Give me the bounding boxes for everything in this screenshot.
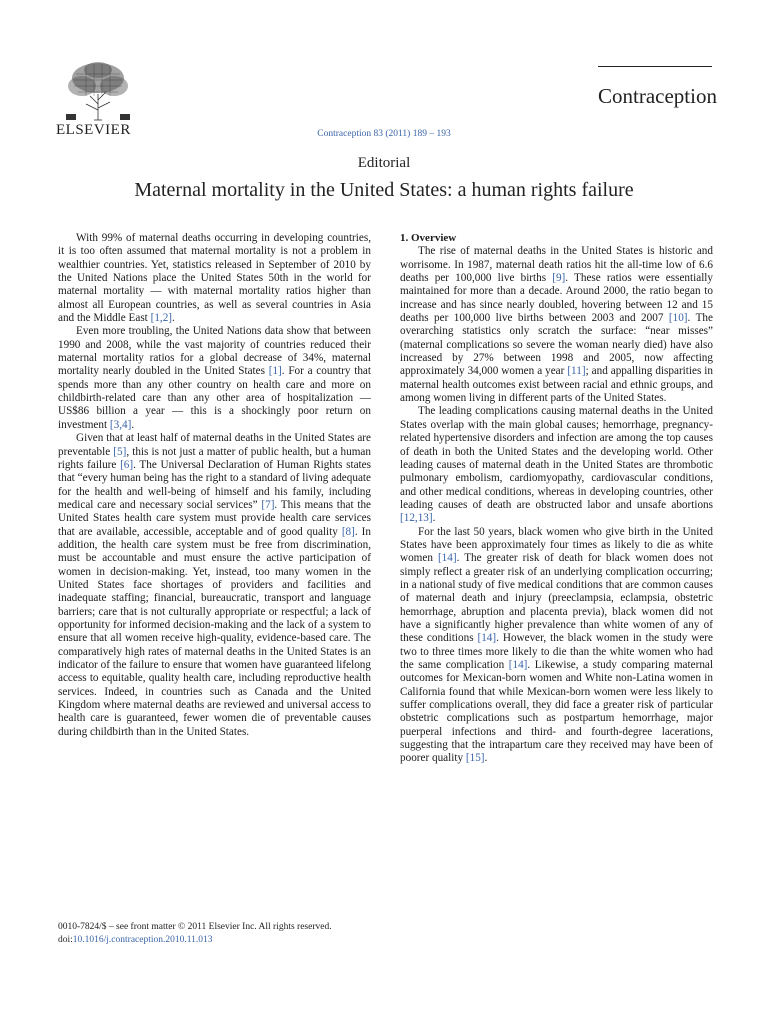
paragraph-text: With 99% of maternal deaths occurring in developing countries, it is too often assumed that maternal mortality is not a problem in wealthier countries. Yet, statistics released in September of 2010 by the United Nations place the United States 50th in the world for maternal mortality — with maternal mortality ratios higher than almost all European countries, as well as several countries in Asia and the Middle East — [58, 232, 371, 325]
citation-link[interactable]: [11] — [567, 365, 586, 378]
doi-link[interactable]: 10.1016/j.contraception.2010.11.013 — [72, 935, 213, 945]
paragraph-text: . However, the black women in the study were two to three times more likely to die than the white women who had the same complication — [400, 632, 713, 671]
right-column — [400, 232, 713, 766]
paragraph-text: Given that at least half of maternal deaths in the United States are preventable — [58, 432, 371, 458]
copyright-notice: 0010-7824/$ – see front matter © 2011 Elsevier Inc. All rights reserved. — [58, 922, 332, 932]
paragraph-text: For the last 50 years, black women who give birth in the United States have been approximately four times as likely to die as white women — [400, 525, 713, 565]
paragraph-text: . The overarching statistics only scratch the surface: “near misses” (maternal complications so severe the woman nearly died) have also increased by 27% between 1998 and 2005, now affecting approximately 34,000 women a year — [400, 312, 713, 378]
paragraph-text: . These ratios were essentially maintained for more than a decade. Around 2000, the ratio began to increase and has since nearly doubled, hovering between 12 and 15 deaths per 100,000 live births between 2003 and 2007 — [400, 272, 714, 325]
citation-link[interactable]: [3,4] — [109, 418, 132, 431]
citation-link[interactable]: [10] — [668, 312, 688, 325]
section-type: Editorial — [357, 155, 411, 171]
paragraph-text: . This means that the United States health care system must provide health care services that are available, accessible, acceptable and of good quality — [58, 498, 371, 538]
journal-rule — [598, 66, 712, 67]
paragraph — [400, 245, 713, 405]
doi-prefix: doi: — [58, 935, 73, 945]
citation-link[interactable]: [14] — [437, 552, 457, 565]
paragraph-text: , this is not just a matter of public health, but a human rights failure — [58, 445, 371, 471]
article-title: Maternal mortality in the United States: a human rights failure — [134, 179, 634, 201]
paragraph — [58, 432, 371, 739]
paragraph-text: . The Universal Declaration of Human Rights states that “every human being has the right to a standard of living adequate for the health and well-being of himself and his family, including medical care and necessary social services” — [58, 458, 371, 511]
doi-line — [58, 934, 332, 947]
paragraph — [58, 325, 371, 432]
paragraph-text: . — [432, 512, 436, 525]
citation-link[interactable]: [5] — [113, 445, 127, 458]
citation-link[interactable]: [14] — [508, 659, 528, 671]
citation-link[interactable]: [9] — [552, 272, 566, 285]
paragraph — [400, 405, 713, 525]
citation-link[interactable]: [6] — [120, 458, 134, 471]
paragraph-text: . — [131, 418, 135, 431]
paragraph-text: Even more troubling, the United Nations data show that between 1990 and 2008, while the vast majority of countries reduced their maternal mortality ratios for a global decrease of 34%, maternal mortality nearly doubled in the United States — [58, 325, 371, 378]
paragraph — [58, 232, 371, 325]
citation-link[interactable]: [7] — [261, 498, 275, 511]
journal-citation-link[interactable]: Contraception 83 (2011) 189 – 193 — [317, 129, 451, 139]
paragraph-text: . — [484, 752, 488, 765]
footer — [58, 921, 332, 947]
paragraph-text: . — [172, 312, 175, 325]
citation-link[interactable]: [12,13] — [400, 512, 433, 525]
citation-link[interactable]: [1,2] — [150, 312, 173, 325]
journal-name: Contraception — [598, 84, 717, 108]
section-heading: 1. Overview — [400, 232, 457, 244]
left-column — [58, 232, 371, 739]
publisher-name: ELSEVIER — [56, 122, 131, 138]
citation-link[interactable]: [15] — [465, 752, 485, 765]
paragraph-text: . In addition, the health care system must be free from discrimination, must be accountable and must ensure the active participation of women in decision-making. Yet, instead, too many women in the United States face shortages of providers and facilities and inadequate staffing; financial, bureaucratic, transport and language barriers; care that is not culturally appropriate or respectful; a lack of opportunity for informed decision-making and the lack of a system to ensure that all women receive high-quality, evidence-based care. The comparatively high rates of maternal deaths in the United States is an indicator of the failure to ensure that women have guaranteed lifelong access to equitable, quality health care, including reproductive health services. Indeed, in countries such as Canada and the United Kingdom where maternal deaths are reviewed and universal access to health care is guaranteed, fewer women die of preventable causes during childbirth than in the United States. — [58, 525, 371, 738]
citation-link[interactable]: [14] — [477, 632, 497, 645]
paragraph-text: The leading complications causing maternal deaths in the United States overlap with the main global causes; hemorrhage, pregnancy-related hypertensive disorders and infection are among the top causes of death in both the United States and the developing world. Other leading causes of maternal death in the United States are thrombotic pulmonary embolism, cardiomyopathy, cardiovascular conditions, and other medical conditions, whereas in developing countries, other leading causes of death are obstructed labor and unsafe abortions — [400, 405, 713, 511]
paragraph-text: . For a country that spends more than any other country on health care and more on childbirth-related care than any other area of hospitalization — US$86 billion a year — this is a shockingly poor return on investment — [58, 365, 371, 431]
paragraph-text: The rise of maternal deaths in the United States is historic and worrisome. In 1987, maternal death ratios hit the all-time low of 6.6 deaths per 100,000 live births — [400, 245, 713, 285]
paragraph-text: . The greater risk of death for black women does not simply reflect a greater risk of an underlying complication occurring; in a national study of five medical conditions that are common causes of maternal death and injury (preeclampsia, eclampsia, obstetric hemorrhage, abruption and placenta previa), black women did not have a significantly higher prevalence than white women of any of these conditions — [400, 552, 714, 645]
paragraph-text: ; and appalling disparities in maternal health outcomes exist between racial and ethnic groups, and among women living in different parts of the United States. — [400, 365, 713, 405]
paragraph — [400, 526, 713, 766]
citation-link[interactable]: [8] — [341, 525, 355, 538]
citation-link[interactable]: [1] — [268, 365, 282, 378]
paragraph-text: . Likewise, a study comparing maternal outcomes for Mexican-born women and White non-Latina women in California found that while Mexican-born women were less likely to suffer complications overall, they did face a greater risk of particular obstetric complications such as postpartum hemorrhage, major puerperal infections and third- and fourth-degree lacerations, suggesting that the intrapartum care they received may have been of poorer quality — [400, 659, 713, 765]
